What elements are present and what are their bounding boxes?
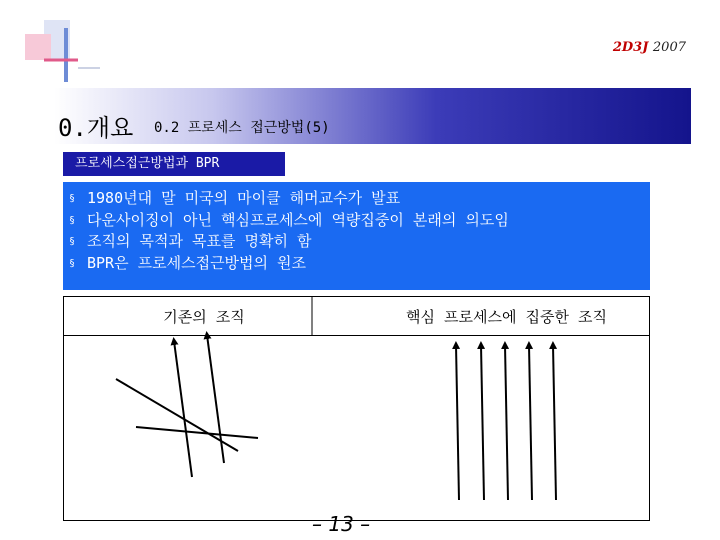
process-arrow — [456, 345, 459, 500]
process-arrow — [505, 345, 508, 500]
right-column-heading: 핵심 프로세스에 집중한 조직 — [406, 308, 607, 326]
bullet-marker-icon: § — [69, 257, 76, 269]
slide-subtitle: 0.2 프로세스 접근방법(5) — [154, 120, 330, 136]
bullet-item — [69, 253, 650, 275]
bullet-marker-icon: § — [69, 236, 76, 247]
bullet-marker-icon: § — [69, 214, 76, 226]
cross-line — [116, 379, 238, 451]
bullet-item — [69, 188, 650, 210]
header-tag — [613, 40, 686, 55]
bullet-box — [63, 182, 650, 290]
deco-pink-square — [25, 34, 51, 60]
bullet-marker-icon: § — [69, 193, 76, 204]
process-organization-diagram — [456, 345, 556, 500]
section-label: 프로세스접근방법과 BPR — [63, 152, 285, 176]
cross-line — [136, 427, 258, 438]
page-number: – 13 – — [312, 512, 371, 536]
bullet-text: 조직의 목적과 목표를 명확히 함 — [87, 232, 312, 250]
vertical-arrow — [174, 341, 192, 477]
comparison-table — [63, 296, 650, 521]
bullet-item — [69, 231, 650, 253]
title-bar — [54, 88, 691, 144]
bullet-item — [69, 210, 650, 232]
vertical-arrow — [207, 335, 224, 463]
traditional-organization-diagram — [116, 335, 258, 477]
comparison-diagram — [64, 297, 649, 520]
slide-title: 0.개요 — [58, 114, 134, 142]
left-column-heading: 기존의 조직 — [163, 308, 245, 326]
process-arrow — [553, 345, 556, 500]
corner-decoration — [0, 0, 100, 90]
bullet-text: 다운사이징이 아닌 핵심프로세스에 역량집중이 본래의 의도임 — [87, 210, 509, 229]
bullet-text: 1980년대 말 미국의 마이클 해머교수가 발표 — [87, 189, 401, 207]
header-tag-code: 2D3J — [612, 40, 649, 55]
process-arrow — [481, 345, 484, 500]
process-arrow — [529, 345, 532, 500]
header-tag-year: 2007 — [652, 40, 686, 55]
bullet-text: BPR은 프로세스접근방법의 원조 — [87, 253, 307, 272]
